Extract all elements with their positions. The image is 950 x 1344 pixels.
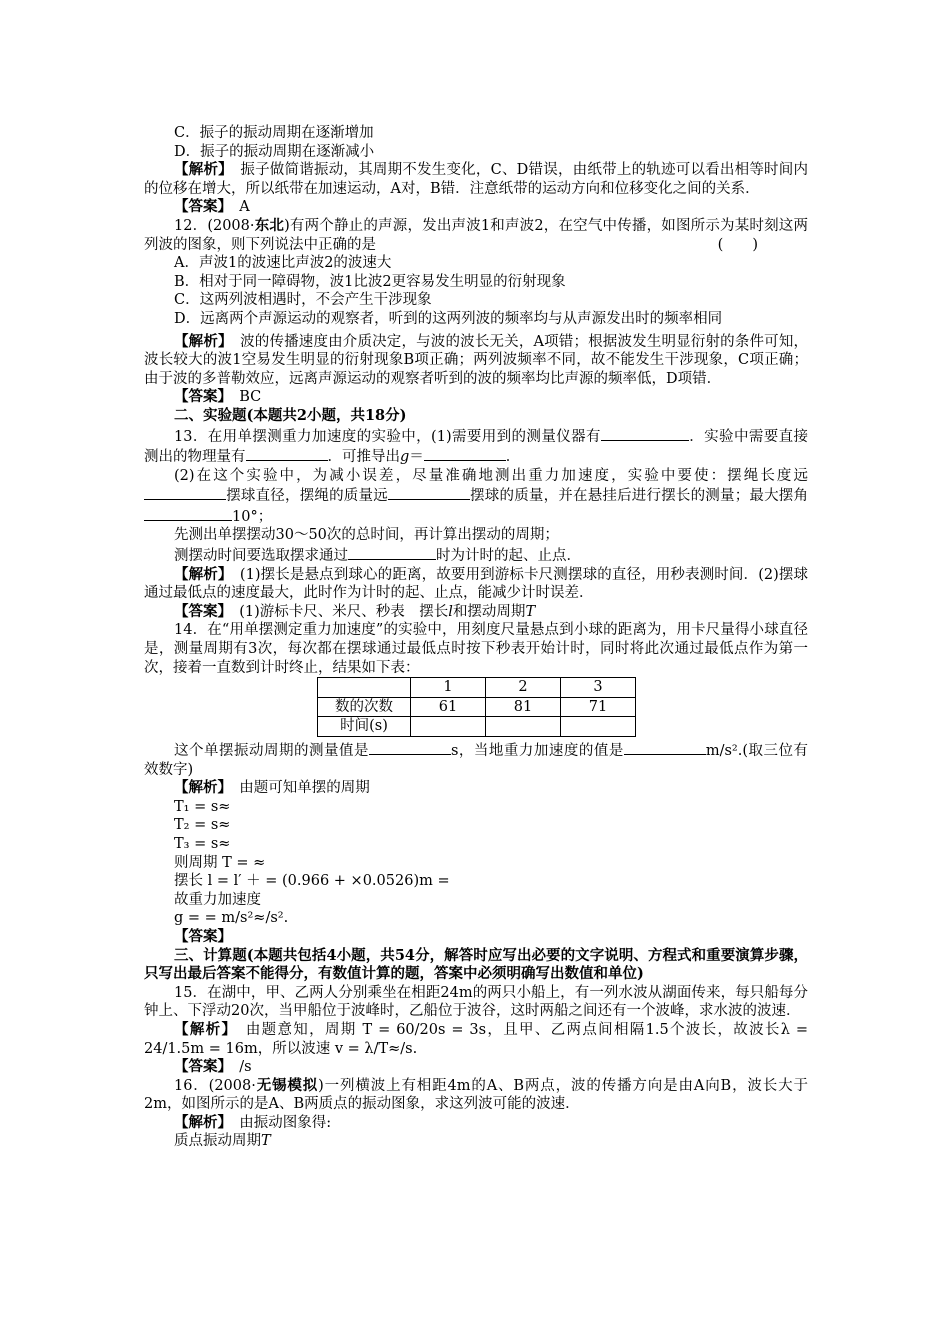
q13-part2 [144,467,808,527]
q14-gravity-value: g = = m/s²≈/s². [174,910,289,927]
q13-equals: ＝ [409,449,424,466]
answer-text: (1)游标卡尺、米尺、秒表 摆长 [224,603,449,620]
q13-period: ． [505,449,521,466]
T-symbol: T [261,1133,271,1150]
answer-blank[interactable] [624,740,706,755]
q12-stem [144,217,808,254]
answer-text: BC [224,389,262,406]
q11-analysis [144,161,808,198]
q14-period-avg: 则周期 T = ≈ [174,854,266,871]
analysis-text: 由题意知，周期 T = 60/20s = 3s，且甲、乙两点间相隔1.5个波长，故波长λ = 24/1.5m = 16m，所以波速 v = λ/T≈/s. [144,1021,808,1057]
analysis-text: 振子做简谐振动，其周期不发生变化，C、D错误，由纸带上的轨迹可以看出相等时间内的位移在增大，所以纸带在加速运动，A对，B错．注意纸带的运动方向和位移变化之间的关系． [144,162,809,197]
answer-text: /s [224,1059,252,1076]
q16-stem-prefix: 16．(2008· [174,1077,256,1094]
q12-stem-body: )有两个静止的声源，发出声波1和声波2，在空气中传播，如图所示为某时刻这两列波的图象，则下列说法中正确的是 [144,217,809,253]
table-cell: 3 [561,678,636,698]
q16-stem [144,1077,808,1114]
answer-blank[interactable] [388,485,470,500]
q14-period-1: T₁ = s≈ [174,798,231,815]
section-3-heading: 三、计算题(本题共包括4小题，共54分，解答时应写出必要的文字说明、方程式和重要演算步骤，只写出最后答案不能得分，有数值计算的题，答案中必须明确写出数值和单位) [144,946,808,983]
table-cell: 数的次数 [318,697,411,717]
q12-analysis [144,333,808,389]
table-row [318,717,636,737]
q13-part2-text-2: 摆球直径，摆绳的质量远 [226,488,388,505]
table-cell: 81 [486,697,561,717]
q11-option-d: D．振子的振动周期在逐渐减小 [174,143,375,160]
table-cell [411,717,486,737]
answer-blank[interactable] [369,740,451,755]
q13-part3: 先测出单摆摆动30～50次的总时间，再计算出摆动的周期； [174,527,559,544]
q15-stem: 15．在湖中，甲、乙两人分别乘坐在相距24m的两只小船上，有一列水波从湖面传来，每只船每分钟上、下浮动20次，当甲船位于波峰时，乙船位于波谷，这时两船之间还有一个波峰，求水波的波速． [144,984,808,1020]
table-row [318,678,636,698]
analysis-text: 波的传播速度由介质决定，与波的波长无关，A项错；根据波发生明显衍射的条件可知，波长较大的波1空易发生明显的衍射现象B项正确；两列波频率不同，故不能发生干涉现象，C项正确；由于波的多普勒效应，远离声源运动的观察者听到的波的频率均比声源的频率低，D项错． [144,333,809,387]
answer-blank[interactable] [144,506,232,521]
q16-analysis [144,1114,808,1133]
q11-answer [144,198,808,217]
answer-blank[interactable] [424,446,506,461]
q16-stem-body: )一列横波上有相距4m的A、B两点，波的传播方向是由A向B，波长大于2m，如图所示的是A、B两质点的振动图象，求这列波可能的波速． [144,1077,808,1113]
analysis-tag: 【解析】 [174,332,226,350]
l-symbol: l [448,603,453,620]
q14-period-2: T₂ = s≈ [174,817,231,834]
table-cell: 时间(s) [318,717,411,737]
answer-tag: 【答案】 [174,927,232,945]
q12-stem-prefix: 12．(2008· [174,217,255,234]
q12-option-a: A．声波1的波速比声波2的波速大 [174,255,392,272]
q13-part2-text-3: 摆球的质量，并在悬挂后进行摆长的测量；最大摆角 [469,488,809,505]
q14-stem: 14．在“用单摆测定重力加速度”的实验中，用刻度尺量悬点到小球的距离为，用卡尺量得小球直径是，测量周期有3次，每次都在摆球通过最低点时按下秒表开始计时，同时将此次通过最低点作为第一次，接着一直数到计时终止，结果如下表： [144,622,808,676]
answer-blank[interactable] [246,446,328,461]
q15-answer [144,1058,808,1077]
answer-tag: 【答案】 [174,198,225,216]
q16-source: 无锡模拟 [255,1076,319,1094]
answer-text-2: 和摆动周期 [452,603,526,620]
analysis-text: (1)摆长是悬点到球心的距离，故要用到游标卡尺测摆球的直径，用秒表测时间．(2)摆球通过最低点的速度最大，此时作为计时的起、止点，能减少计时误差． [144,566,809,602]
analysis-tag: 【解析】 [174,1020,231,1038]
q14-text-1: 这个单摆振动周期的测量值是 [174,743,369,759]
q14-question [144,740,808,779]
answer-blank[interactable] [601,426,689,441]
q14-text-2: s，当地重力加速度的值是 [450,743,624,759]
q15-analysis [144,1021,808,1058]
q13-text-1: 13．在用单摆测重力加速度的实验中，(1)需要用到的测量仪器有 [174,428,601,445]
q16-period-text: 质点振动周期 [174,1133,261,1150]
table-cell [486,717,561,737]
q12-answer-bracket: ( ) [717,236,758,253]
answer-blank[interactable] [348,545,436,560]
analysis-text: 由振动图象得: [224,1114,332,1131]
table-cell [561,717,636,737]
q13-part2-text-4: 10°； [232,508,273,525]
q13-part4-text-2: 时为计时的起、止点． [436,548,581,565]
analysis-tag: 【解析】 [174,779,225,797]
q14-results-table [317,677,636,737]
answer-tag: 【答案】 [174,602,225,620]
q14-text-3: m/s².(取三位有效数字) [144,743,808,778]
q11-option-c: C．振子的振动周期在逐渐增加 [174,125,374,141]
q12-answer [144,388,808,407]
q13-part4-text-1: 测摆动时间要选取摆求通过 [174,548,348,565]
table-row [318,697,636,717]
table-cell [318,678,411,698]
table-cell: 61 [411,697,486,717]
q16-period-line [144,1132,808,1151]
analysis-tag: 【解析】 [174,1113,225,1131]
q13-part4 [144,545,808,566]
q13-stem [144,426,808,467]
q13-g-symbol: g [400,449,410,466]
document-page [144,124,808,1151]
analysis-tag: 【解析】 [174,565,226,583]
analysis-text: 由题可知单摆的周期 [224,780,370,797]
answer-text: A [224,199,250,216]
q14-answer [144,928,808,947]
answer-tag: 【答案】 [174,1058,225,1076]
q13-text-3: ．可推导出 [327,449,400,466]
T-symbol: T [525,603,536,620]
table-cell: 1 [411,678,486,698]
table-cell: 2 [486,678,561,698]
q13-part2-text-1: (2)在这个实验中，为减小误差，尽量准确地测出重力加速度，实验中要使：摆绳长度远 [174,467,808,484]
q14-period-3: T₃ = s≈ [174,835,231,852]
section-2-heading: 二、实验题(本题共2小题，共18分) [174,406,407,424]
q14-analysis [144,779,808,798]
q12-option-c: C．这两列波相遇时，不会产生干涉现象 [174,292,432,309]
q14-gravity-label: 故重力加速度 [174,891,261,908]
table-cell: 71 [561,697,636,717]
q12-option-d: D．远离两个声源运动的观察者，听到的这两列波的频率均与从声源发出时的频率相同 [174,310,723,327]
q12-source: 东北 [254,216,285,234]
q13-analysis [144,566,808,603]
answer-blank[interactable] [144,485,226,500]
q13-answer [144,603,808,622]
q12-option-b: B．相对于同一障碍物，波1比波2更容易发生明显的衍射现象 [174,273,566,290]
q13-text-2: ．实验中需要直接测出的物理量有 [144,428,809,466]
q14-length: 摆长 l = l′ ＋ = (0.966 + ×0.0526)m = [174,873,450,890]
answer-tag: 【答案】 [174,388,225,406]
analysis-tag: 【解析】 [174,161,226,179]
